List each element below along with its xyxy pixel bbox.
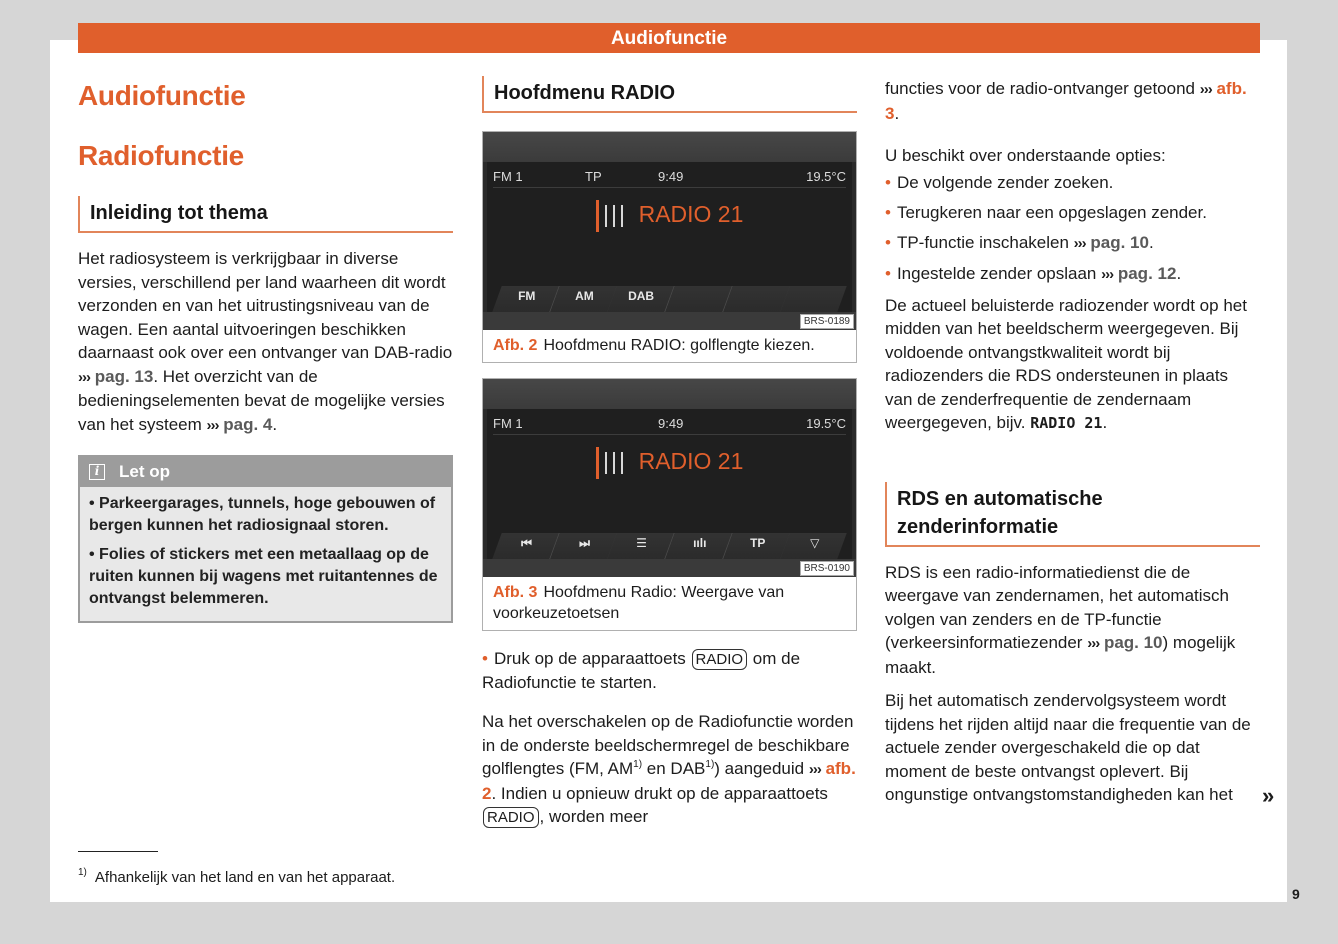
tp-button[interactable]: TP bbox=[723, 533, 790, 559]
page-link[interactable]: pag. 4 bbox=[223, 414, 273, 434]
figure-code: BRS-0189 bbox=[800, 314, 854, 329]
radio-key: RADIO bbox=[483, 807, 539, 828]
page-title: Audiofunctie bbox=[78, 80, 246, 111]
page-link[interactable]: pag. 13 bbox=[94, 366, 154, 386]
softkey-am[interactable]: AM bbox=[550, 286, 617, 312]
figure-code: BRS-0190 bbox=[800, 561, 854, 576]
bullet-icon: • bbox=[885, 172, 891, 192]
section-title: Radiofunctie bbox=[78, 140, 244, 171]
bullet-icon: • bbox=[885, 202, 891, 222]
list-item: • Terugkeren naar een opgeslagen zender. bbox=[885, 202, 1207, 222]
band-label: FM 1 bbox=[493, 169, 523, 184]
cross-ref-arrows: ››› bbox=[78, 368, 90, 386]
column-right bbox=[885, 77, 1260, 807]
info-icon: i bbox=[89, 464, 105, 480]
column-left bbox=[78, 78, 453, 623]
list-item: • TP-functie inschakelen ››› pag. 10. bbox=[885, 232, 1154, 252]
intro-paragraph: Het radiosysteem is verkrijgbaar in diverse versies, verschillend per land waarheen dit wordt verzonden en van het uitrustingsniveau van de wagen. Een aantal uitvoeringen beschikken daarnaast ook over een ontvanger van DAB-radio ››› pag. 13. Het overzicht van de bedieningselementen bevat de mogelijke versies van het systeem ››› pag. 4. bbox=[78, 249, 453, 434]
figure-label: Afb. 3 bbox=[493, 584, 538, 601]
skip-forward-button[interactable] bbox=[550, 533, 617, 559]
continue-arrow-icon: » bbox=[1262, 783, 1275, 808]
figure-caption: Afb. 3 Hoofdmenu Radio: Weergave van voorkeuzetoetsen bbox=[483, 577, 856, 630]
softkey-row bbox=[497, 533, 842, 559]
note-item: • Parkeergarages, tunnels, hoge gebouwen of bergen kunnen het radiosignaal storen. bbox=[89, 495, 436, 534]
station-name: RADIO 21 bbox=[638, 448, 744, 474]
body-paragraph: Na het overschakelen op de Radiofunctie worden in de onderste beeldschermregel de beschikbare golflengtes (FM, AM$^{1)}$ en DAB$^{1)}$) aangeduid ››› afb. 2. Indien u opnieuw drukt op de apparaattoets RADIO , worden meer bbox=[482, 712, 856, 826]
bullet-icon: • bbox=[885, 263, 891, 283]
softkey-empty[interactable] bbox=[781, 286, 847, 312]
triangle-down-icon: ▽ bbox=[810, 536, 820, 550]
band-label: FM 1 bbox=[493, 416, 523, 431]
note-header bbox=[80, 457, 451, 487]
skip-back-icon: ⏮ bbox=[521, 536, 532, 550]
cross-ref-arrows: ››› bbox=[206, 416, 219, 434]
body-paragraph: De actueel beluisterde radiozender wordt op het midden van het beeldscherm weergegeven. Bij voldoende ontvangstkwaliteit wordt bij radiozenders die RDS ondersteunen in plaats van de zenderfrequentie de zendernaam weergegeven, bijv. RADIO 21. bbox=[885, 295, 1247, 432]
temperature: 19.5°C bbox=[806, 416, 846, 431]
note-box bbox=[78, 455, 453, 623]
subsection-heading: RDS en automatische zenderinformatie bbox=[885, 482, 1260, 547]
list-button[interactable] bbox=[608, 533, 675, 559]
clock: 9:49 bbox=[658, 169, 684, 184]
figure-afb-3 bbox=[482, 378, 857, 631]
page-link[interactable]: pag. 12 bbox=[1117, 263, 1177, 283]
list-item: • De volgende zender zoeken. bbox=[885, 172, 1114, 192]
footnote-divider bbox=[78, 851, 158, 852]
footnote: $^{1)}$ Afhankelijk van het land en van het apparaat. bbox=[78, 867, 396, 886]
softkey-empty[interactable] bbox=[723, 286, 790, 312]
station-example: RADIO 21 bbox=[1030, 414, 1103, 432]
softkey-row bbox=[497, 286, 842, 312]
softkey-dab[interactable]: DAB bbox=[608, 286, 675, 312]
presets-icon: ıılı bbox=[692, 536, 707, 550]
skip-back-button[interactable] bbox=[492, 533, 559, 559]
bullet-icon: • bbox=[482, 649, 488, 668]
radio-screen bbox=[483, 132, 856, 330]
continued-paragraph: functies voor de radio-ontvanger getoond ››› afb. 3. bbox=[885, 79, 1247, 123]
chapter-band: Audiofunctie bbox=[78, 23, 1260, 53]
subsection-heading: Hoofdmenu RADIO bbox=[482, 76, 857, 113]
status-bar bbox=[493, 168, 846, 188]
note-body bbox=[80, 487, 451, 621]
footnote-marker: 1) bbox=[78, 867, 87, 878]
radio-key: RADIO bbox=[692, 649, 748, 670]
bullet-icon: • bbox=[885, 232, 891, 252]
signal-bars-icon bbox=[596, 200, 629, 228]
figure-link[interactable]: afb. 3 bbox=[885, 79, 1247, 123]
radio-screen bbox=[483, 379, 856, 577]
subsection-heading: Inleiding tot thema bbox=[78, 196, 453, 233]
column-middle bbox=[482, 76, 857, 829]
options-intro: U beschikt over onderstaande opties: bbox=[885, 146, 1166, 165]
temperature: 19.5°C bbox=[806, 169, 846, 184]
figure-link[interactable]: afb. 2 bbox=[482, 759, 856, 803]
page-number: 9 bbox=[1292, 886, 1300, 902]
screen-display bbox=[487, 162, 852, 312]
signal-bars-icon bbox=[596, 447, 629, 475]
list-icon: ☰ bbox=[636, 536, 648, 550]
note-item: • Folies of stickers met een metaallaag op de ruiten kunnen bij wagens met ruitantennes de ontvangst belemmeren. bbox=[89, 546, 438, 607]
page-link[interactable]: pag. 10 bbox=[1090, 232, 1149, 252]
presets-button[interactable] bbox=[665, 533, 732, 559]
note-title: Let op bbox=[119, 462, 170, 481]
clock: 9:49 bbox=[658, 416, 684, 431]
tp-indicator: TP bbox=[585, 169, 602, 184]
figure-afb-2 bbox=[482, 131, 857, 363]
options-list bbox=[885, 168, 1260, 290]
screen-display bbox=[487, 409, 852, 559]
station-display bbox=[487, 200, 852, 230]
body-paragraph: RDS is een radio-informatiedienst die de weergave van zendernamen, het automatisch volgen van zenders en de TP-functie (verkeersinformatiezender ››› pag. 10) mogelijk maakt. bbox=[885, 562, 1236, 677]
skip-forward-icon: ⏭ bbox=[578, 536, 590, 550]
more-button[interactable] bbox=[781, 533, 847, 559]
figure-caption: Afb. 2 Hoofdmenu RADIO: golflengte kiezen. bbox=[483, 330, 856, 362]
list-item: • Ingestelde zender opslaan ››› pag. 12. bbox=[885, 263, 1182, 283]
station-display bbox=[487, 447, 852, 477]
softkey-fm[interactable]: FM bbox=[492, 286, 559, 312]
page-link[interactable]: pag. 10 bbox=[1103, 633, 1163, 652]
station-name: RADIO 21 bbox=[638, 201, 744, 227]
body-paragraph: Bij het automatisch zendervolgsysteem wordt tijdens het rijden altijd naar die frequentie van de actuele zender overgeschakeld die op dat moment de beste ontvangst oplevert. Bij ongunstige ontvangstomstandigheden kan het bbox=[885, 691, 1251, 804]
instruction-step: • Druk op de apparaattoets RADIO om de Radiofunctie te starten. bbox=[482, 649, 801, 692]
figure-label: Afb. 2 bbox=[493, 337, 538, 354]
status-bar bbox=[493, 415, 846, 435]
softkey-empty[interactable] bbox=[665, 286, 732, 312]
